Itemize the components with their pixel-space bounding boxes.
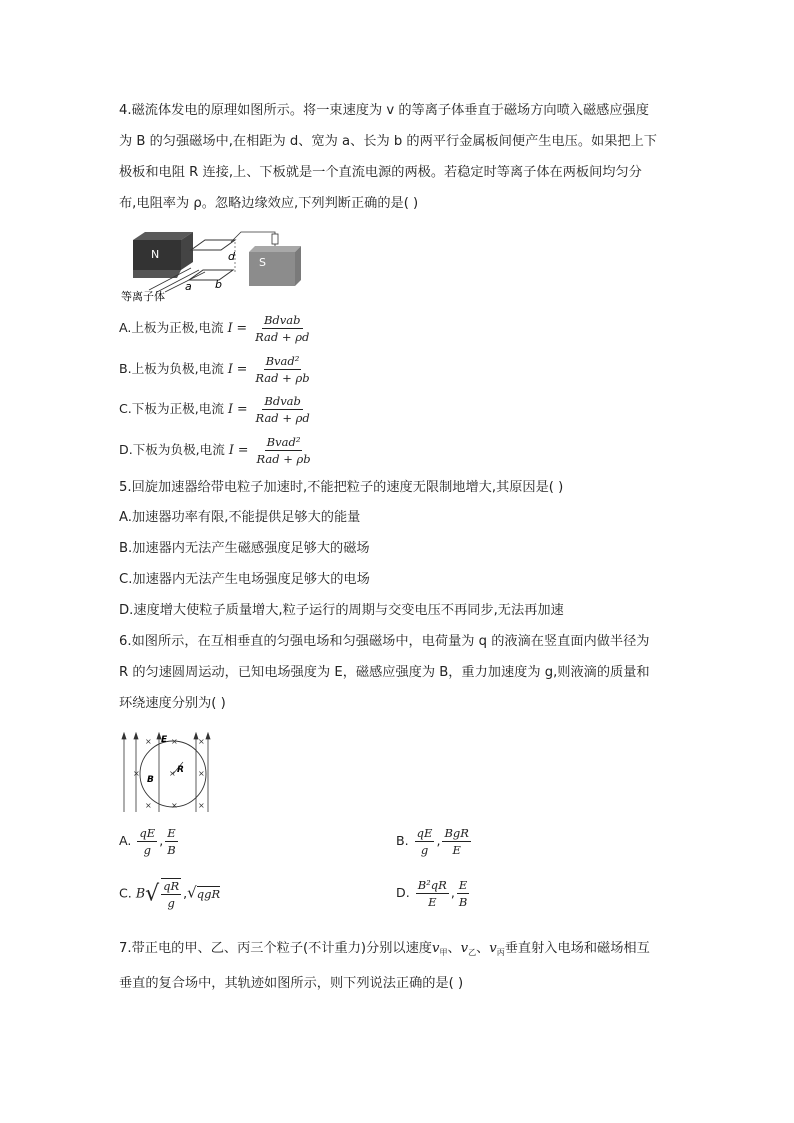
q6-option-a <box>119 826 180 857</box>
q6-option-c-label: C. <box>119 885 132 901</box>
q4-option-b-fraction <box>253 354 311 385</box>
magnet-s <box>249 246 301 286</box>
q6-option-a-f1-num: qE <box>139 826 156 840</box>
q4-option-a-denominator: Rad + ρd <box>255 330 310 344</box>
q5-option-b: B.加速器内无法产生磁感强度足够大的磁场 <box>119 541 370 556</box>
q4-option-a-fraction <box>253 313 311 344</box>
q7-v2: v <box>460 941 469 956</box>
q4-option-c <box>119 394 314 425</box>
q7-sep-2: 、 <box>476 941 490 956</box>
q4-option-d-fraction <box>254 435 312 466</box>
q4-option-b-prefix: B.上板为负极,电流 <box>119 361 224 376</box>
label-a: a <box>185 280 192 293</box>
q6-option-d-fraction-2 <box>457 878 469 909</box>
q6-option-b-f1-num: qE <box>416 826 433 840</box>
q6-option-c <box>119 878 220 910</box>
cross-1: × <box>145 737 152 746</box>
q7-sep-1: 、 <box>447 941 461 956</box>
label-d: d <box>228 250 235 263</box>
q6-option-a-fraction-2 <box>165 826 177 857</box>
q6-option-d-fraction-1 <box>416 878 449 909</box>
q6-option-b <box>396 826 473 857</box>
q4-option-c-prefix: C.下板为正极,电流 <box>119 401 224 416</box>
q6-option-b-f2-num: BgR <box>444 826 469 840</box>
q4-option-c-numerator: Bdvab <box>264 394 301 408</box>
q6-option-a-sep: , <box>159 833 164 848</box>
q5-option-a: A.加速器功率有限,不能提供足够大的能量 <box>119 510 361 525</box>
q4-option-a-lhs: I = <box>227 320 248 335</box>
q7-v3-sub: 丙 <box>496 948 505 957</box>
cross-6: × <box>198 769 205 778</box>
q6-line-3: 环绕速度分别为( ) <box>119 696 226 711</box>
q7-line-2: 垂直的复合场中，其轨迹如图所示，则下列说法正确的是( ) <box>119 976 464 991</box>
q6-option-c-rad-num: qR <box>163 879 180 893</box>
q5-stem: 5.回旋加速器给带电粒子加速时,不能把粒子的速度无限制地增大,其原因是( ) <box>119 480 564 495</box>
q4-option-c-denominator: Rad + ρd <box>255 411 310 425</box>
q6-line-1: 6.如图所示，在互相垂直的匀强电场和匀强磁场中，电荷量为 q 的液滴在竖直面内做半径为 <box>119 634 650 649</box>
q4-line-3: 极板和电阻 R 连接,上、下板就是一个直流电源的两极。若稳定时等离子体在两板间均匀分 <box>119 165 642 180</box>
q4-option-b-numerator: Bvad² <box>265 354 300 368</box>
cross-9: × <box>198 801 205 810</box>
magnet-n <box>133 232 193 278</box>
q6-option-b-sep: , <box>436 833 441 848</box>
q7-v1-sub: 甲 <box>439 948 448 957</box>
q6-option-b-fraction-2 <box>442 826 470 857</box>
q4-option-b <box>119 354 314 385</box>
q6-option-c-coef: B <box>135 885 146 901</box>
q6-option-b-label: B. <box>396 833 409 848</box>
q4-option-d-denominator: Rad + ρb <box>256 452 311 466</box>
q6-option-d-label: D. <box>396 885 410 900</box>
mhd-generator-figure <box>119 228 304 304</box>
q4-option-c-lhs: I = <box>227 401 248 416</box>
magnet-s-label: S <box>259 256 266 269</box>
cross-7: × <box>145 801 152 810</box>
q4-option-d <box>119 435 315 466</box>
sqrt-sign-icon: √ <box>145 881 160 907</box>
sqrt-sign-icon: √ <box>187 883 197 902</box>
plasma-label: 等离子体 <box>121 290 165 303</box>
q6-option-c-radicand <box>161 878 181 910</box>
q4-option-a-numerator: Bdvab <box>263 313 301 327</box>
q6-option-a-f2-den: B <box>167 843 176 857</box>
q4-option-d-lhs: I = <box>228 442 249 457</box>
q6-option-d-f2-den: B <box>458 895 468 909</box>
magnet-n-label: N <box>151 248 160 261</box>
field-circle-figure <box>119 732 215 814</box>
q6-option-c-rad-den: g <box>167 896 175 910</box>
q5-option-d: D.速度增大使粒子质量增大,粒子运行的周期与交变电压不再同步,无法再加速 <box>119 603 564 618</box>
upper-plate <box>191 240 235 250</box>
q4-option-a-prefix: A.上板为正极,电流 <box>119 320 224 335</box>
q7-v3: v <box>489 941 497 956</box>
cross-5: × <box>169 769 176 778</box>
cross-4: × <box>133 769 140 778</box>
q4-option-a <box>119 313 313 344</box>
q4-option-b-lhs: I = <box>227 361 248 376</box>
q6-option-d-f1-num: B²qR <box>417 878 447 892</box>
q7-line-1-post: 垂直射入电场和磁场相互 <box>504 941 650 956</box>
q7-v2-sub: 乙 <box>468 948 477 957</box>
q4-option-c-fraction <box>254 394 312 425</box>
label-b: B <box>147 775 154 785</box>
q6-option-d-f2-num: E <box>458 878 468 892</box>
q6-option-b-fraction-1 <box>415 826 435 857</box>
q4-option-d-prefix: D.下板为负极,电流 <box>119 442 225 457</box>
q6-option-d <box>396 878 471 909</box>
q6-option-a-f1-den: g <box>143 843 151 857</box>
q6-option-b-f2-den: E <box>452 843 461 857</box>
q7-v1: v <box>432 941 440 956</box>
q6-option-c-rad2: qgR <box>196 886 221 901</box>
q6-option-a-fraction-1 <box>137 826 157 857</box>
q4-line-4: 布,电阻率为 ρ。忽略边缘效应,下列判断正确的是( ) <box>119 196 419 211</box>
q6-option-d-sep: , <box>450 885 455 900</box>
label-e: E <box>161 735 168 745</box>
cross-2: × <box>171 737 178 746</box>
q4-option-b-denominator: Rad + ρb <box>255 371 310 385</box>
q6-option-a-label: A. <box>119 833 132 848</box>
q6-line-2: R 的匀速圆周运动，已知电场强度为 E，磁感应强度为 B，重力加速度为 g,则液滴的质量和 <box>119 665 650 680</box>
q6-option-c-sep: , <box>183 885 188 901</box>
resistor <box>272 234 278 244</box>
q7-line-1-pre: 7.带正电的甲、乙、丙三个粒子(不计重力)分别以速度 <box>119 941 432 956</box>
q6-option-a-f2-num: E <box>167 826 176 840</box>
cross-8: × <box>171 801 178 810</box>
q5-option-c: C.加速器内无法产生电场强度足够大的电场 <box>119 572 370 587</box>
q7-line-1 <box>119 939 650 963</box>
q4-line-1: 4.磁流体发电的原理如图所示。将一束速度为 v 的等离子体垂直于磁场方向喷入磁感应强度 <box>119 103 649 118</box>
q4-option-d-numerator: Bvad² <box>266 435 301 449</box>
label-r: R <box>177 765 184 775</box>
q6-option-d-f1-den: E <box>428 895 437 909</box>
label-b: b <box>215 278 222 291</box>
q6-option-b-f1-den: g <box>420 843 429 857</box>
q4-line-2: 为 B 的匀强磁场中,在相距为 d、宽为 a、长为 b 的两平行金属板间便产生电压。如果把上下 <box>119 134 657 149</box>
cross-3: × <box>198 737 205 746</box>
